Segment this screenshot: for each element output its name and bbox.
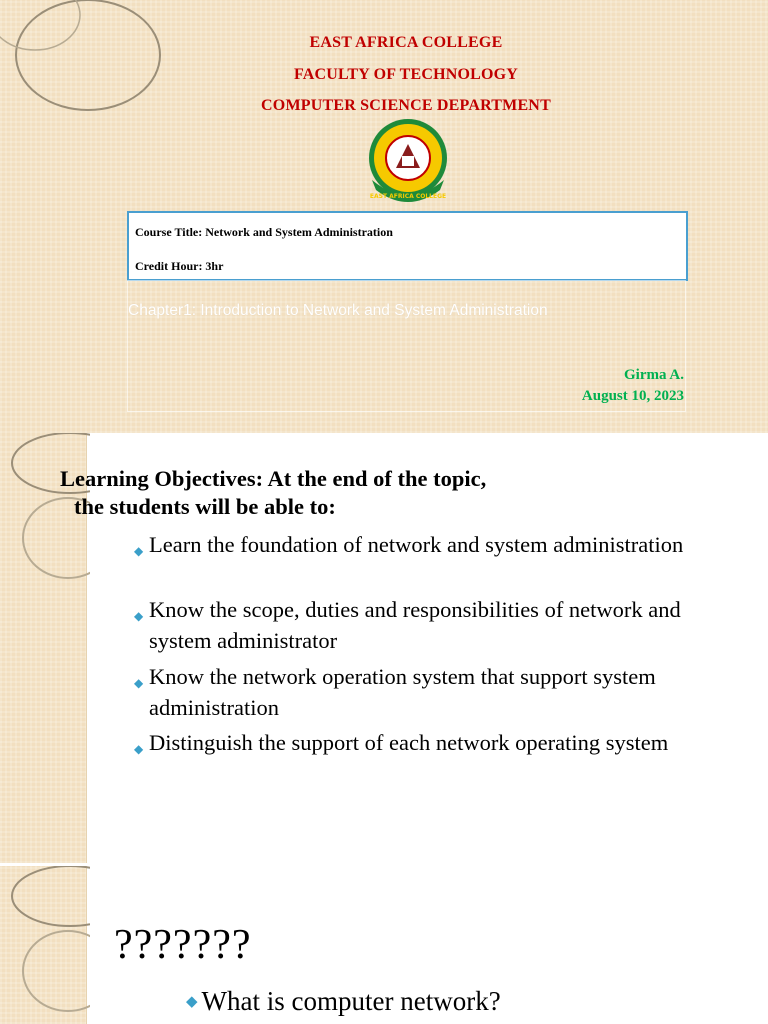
course-info-box — [127, 211, 688, 281]
svg-text:EAST AFRICA COLLEGE: EAST AFRICA COLLEGE — [369, 193, 447, 200]
question-item: ◆ What is computer network? — [186, 986, 501, 1016]
question-title: ??????? — [114, 922, 252, 968]
chapter-title: Chapter1: Introduction to Network and System Administration — [128, 302, 548, 319]
course-title: Course Title: Network and System Administration — [135, 225, 393, 239]
diamond-bullet-icon: ◆ — [134, 742, 144, 756]
presentation-date: August 10, 2023 — [581, 388, 684, 404]
diamond-bullet-icon: ◆ — [134, 544, 144, 558]
credit-hour: Credit Hour: 3hr — [135, 259, 224, 273]
diamond-bullet-icon: ◆ — [134, 609, 144, 623]
side-strip — [0, 866, 86, 1024]
college-logo-icon — [366, 118, 450, 204]
faculty-name: FACULTY OF TECHNOLOGY — [293, 66, 519, 83]
objectives-title: Learning Objectives: At the end of the topic, the students will be able to: — [60, 466, 487, 519]
college-name: EAST AFRICA COLLEGE — [309, 34, 503, 51]
department-name: COMPUTER SCIENCE DEPARTMENT — [261, 97, 551, 114]
diamond-bullet-icon: ◆ — [186, 994, 198, 1010]
title-slide — [0, 0, 768, 433]
diamond-bullet-icon: ◆ — [134, 676, 144, 690]
author-name: Girma A. — [624, 367, 684, 383]
